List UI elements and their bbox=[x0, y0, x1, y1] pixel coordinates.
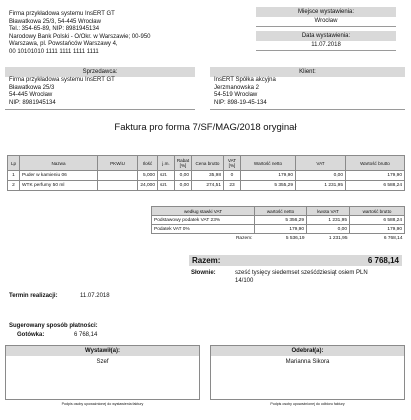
table-row bbox=[8, 181, 405, 191]
vat-total-row bbox=[152, 234, 405, 243]
column-header: VAT bbox=[296, 156, 346, 171]
buyer-nip: NIP: 898-19-45-134 bbox=[214, 99, 267, 106]
divider bbox=[5, 109, 195, 110]
table-cell: 179,90 bbox=[350, 225, 405, 234]
table-cell bbox=[98, 181, 138, 191]
place-label: Miejsce wystawienia: bbox=[256, 7, 396, 17]
seller-header-line: Bławatkowa 25/3, 54-445 Wrocław bbox=[9, 18, 101, 25]
realization-value: 11.07.2018 bbox=[80, 293, 110, 299]
column-header: Rabat [%] bbox=[175, 156, 192, 171]
table-cell: 5 356,29 bbox=[255, 216, 307, 225]
seller-details bbox=[9, 77, 199, 107]
table-cell: Puder w kamieniu 06 bbox=[20, 171, 98, 181]
issuer-label: Wystawił(a): bbox=[6, 346, 199, 356]
seller-city: 54-445 Wrocław bbox=[9, 92, 53, 99]
seller-street: Bławatkowa 25/3 bbox=[9, 84, 55, 91]
table-cell: 6 768,14 bbox=[383, 235, 403, 241]
column-header: j.m. bbox=[158, 156, 175, 171]
receiver-signature-caption: Podpis osoby upoważnionej do odbioru faktury bbox=[270, 402, 345, 406]
seller-label: Sprzedawca: bbox=[5, 67, 195, 77]
amount-in-words-label: Słownie: bbox=[191, 270, 216, 276]
column-header: wartość brutto bbox=[350, 207, 405, 216]
table-cell: 5 536,19 bbox=[285, 235, 305, 241]
table-cell: 1 231,95 bbox=[328, 235, 348, 241]
table-cell: 274,51 bbox=[192, 181, 224, 191]
column-header: według stawki VAT bbox=[152, 207, 255, 216]
table-cell: 0,00 bbox=[175, 181, 192, 191]
table-cell: 0,00 bbox=[307, 225, 350, 234]
vat-header-row bbox=[152, 207, 405, 216]
column-header: Nazwa bbox=[20, 156, 98, 171]
table-cell: 5,000 bbox=[138, 171, 158, 181]
table-cell: 179,90 bbox=[255, 225, 307, 234]
column-header: Wartość brutto bbox=[346, 156, 405, 171]
table-cell: 179,90 bbox=[241, 171, 296, 181]
seller-nip: NIP: 8981945134 bbox=[9, 99, 56, 106]
seller-header-line: Tel.: 354-65-89, NIP: 8981945134 bbox=[9, 26, 100, 33]
table-cell: 6 588,24 bbox=[346, 181, 405, 191]
table-row bbox=[8, 171, 405, 181]
buyer-details bbox=[214, 77, 404, 107]
divider bbox=[256, 50, 396, 51]
table-cell: 0 bbox=[224, 171, 241, 181]
buyer-name: InsERT Spółka akcyjna bbox=[214, 77, 276, 83]
column-header: Lp bbox=[8, 156, 20, 171]
vat-summary-table bbox=[151, 206, 405, 243]
table-cell: 0,00 bbox=[175, 171, 192, 181]
buyer-city: 54-519 Wrocław bbox=[214, 92, 258, 99]
table-cell: WTK perfumy 50 ml bbox=[20, 181, 98, 191]
column-header: PKWiU bbox=[98, 156, 138, 171]
table-cell: 35,98 bbox=[192, 171, 224, 181]
table-cell: 6 588,24 bbox=[350, 216, 405, 225]
column-header: VAT [%] bbox=[224, 156, 241, 171]
receiver-name: Marianna Sikora bbox=[285, 359, 330, 365]
table-row bbox=[152, 216, 405, 225]
column-header: Ilość bbox=[138, 156, 158, 171]
table-cell: szt. bbox=[158, 181, 175, 191]
seller-header-line: 00 10101010 1111 1111 1111 1111 bbox=[9, 48, 99, 55]
issuer-signature-box bbox=[5, 345, 200, 400]
issue-date-value: 11.07.2018 bbox=[311, 42, 341, 48]
buyer-label: Klient: bbox=[210, 67, 405, 77]
seller-header-line: Firma przykładowa systemu InsERT GT bbox=[9, 11, 115, 17]
table-cell: 179,90 bbox=[346, 171, 405, 181]
column-header: wartość netto bbox=[255, 207, 307, 216]
column-header: kwota VAT bbox=[307, 207, 350, 216]
divider bbox=[210, 109, 405, 110]
document-title: Faktura pro forma 7/SF/MAG/2018 oryginał bbox=[114, 122, 297, 133]
column-header: Wartość netto bbox=[241, 156, 296, 171]
total-bar bbox=[189, 255, 402, 266]
divider bbox=[256, 26, 396, 27]
table-cell: 24,000 bbox=[138, 181, 158, 191]
amount-in-words-line: 14/100 bbox=[235, 277, 254, 284]
table-cell: 23 bbox=[224, 181, 241, 191]
issuer-name: Szef bbox=[96, 359, 109, 365]
table-cell: 1 231,95 bbox=[307, 216, 350, 225]
realization-label: Termin realizacji: bbox=[9, 293, 58, 299]
seller-header-line: Warszawa, pl. Powstańców Warszawy 4, bbox=[9, 41, 118, 48]
buyer-street: Jerzmanowska 2 bbox=[214, 84, 260, 91]
amount-in-words-line: sześć tysięcy siedemset sześćdziesiąt osiem PLN bbox=[235, 270, 368, 276]
table-cell: 5 355,29 bbox=[241, 181, 296, 191]
table-cell: Podstawowy podatek VAT 23% bbox=[152, 216, 255, 225]
total-label: Razem: bbox=[192, 256, 221, 265]
payment-method: Gotówka: bbox=[17, 332, 45, 338]
total-value: 6 768,14 bbox=[367, 256, 399, 265]
table-row bbox=[152, 225, 405, 234]
issuer-signature-caption: Podpis osoby upoważnionej do wystawienia faktury bbox=[61, 402, 144, 406]
place-value: Wrocław bbox=[314, 18, 338, 24]
column-header: Cena brutto bbox=[192, 156, 224, 171]
receiver-label: Odebrał(a): bbox=[211, 346, 404, 356]
table-cell: 0,00 bbox=[296, 171, 346, 181]
issue-date-label: Data wystawienia: bbox=[256, 31, 396, 41]
table-cell: 1 231,95 bbox=[296, 181, 346, 191]
receiver-signature-box bbox=[210, 345, 405, 400]
vat-total-label: Razem: bbox=[235, 235, 253, 241]
items-header-row bbox=[8, 156, 405, 171]
amount-in-words bbox=[235, 270, 405, 285]
table-cell: 2 bbox=[8, 181, 20, 191]
payment-label: Sugerowany sposób płatności: bbox=[9, 323, 98, 329]
table-cell: Podatek VAT 0% bbox=[152, 225, 255, 234]
table-cell: szt. bbox=[158, 171, 175, 181]
payment-amount: 6 768,14 bbox=[74, 332, 98, 338]
seller-header-line: Narodowy Bank Polski - O/Okr. w Warszawie; 00-950 bbox=[9, 33, 151, 40]
seller-name: Firma przykładowa systemu InsERT GT bbox=[9, 77, 115, 83]
items-table bbox=[7, 155, 405, 191]
table-cell: 1 bbox=[8, 171, 20, 181]
seller-header bbox=[9, 11, 249, 57]
table-cell bbox=[98, 171, 138, 181]
